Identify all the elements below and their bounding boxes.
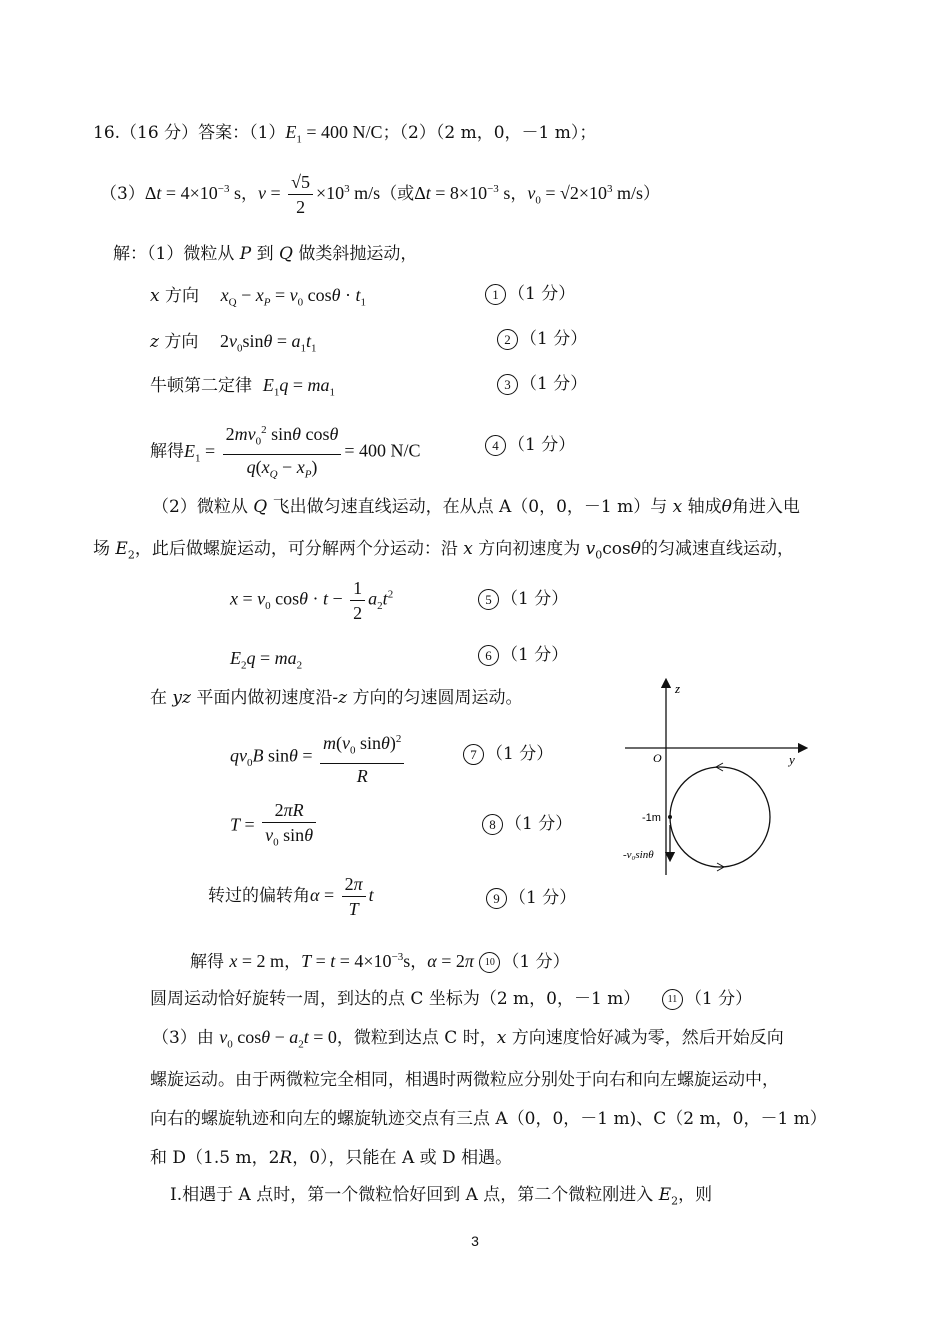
part2-line-1: （2）微粒从 Q 飞出做匀速直线运动，在从点 A（0，0，－1 m）与 x 轴成θ角进入电 xyxy=(152,497,800,517)
y-label: y xyxy=(789,752,795,767)
page-number: 3 xyxy=(471,1233,479,1249)
velocity-label: -v₀sinθ xyxy=(623,849,654,861)
eq7-row: $qv_0B$ sinθ = $\frac{m(v_0 \sin\theta)^2}{R}$ xyxy=(230,727,407,788)
eq4-row: 解得$E_1$ = $\frac{2mv_0^2 \sin\theta \cos\theta}{q(x_Q - x_P)}$ = 400 N/C xyxy=(150,418,421,486)
answer-line-1: 16.（16 分）答案：$(1)E_1 = 400$ N/C；（2）（2 m，0，－1 m）； xyxy=(93,122,597,146)
eq2-row: z 方向 $2v_0\sin\theta = a_1t_1$ xyxy=(150,331,317,355)
minus1m-label: -1m xyxy=(642,812,661,824)
part3-line-2: 螺旋运动。由于两微粒完全相同，相遇时两微粒应分别处于向右和向左螺旋运动中， xyxy=(150,1070,779,1090)
z-label: z xyxy=(675,681,681,696)
tag-1: 1 （1 分） xyxy=(485,282,575,306)
eq1-row: x 方向 $x_Q - x_P = v_0$ $\cos\theta \cdot t_1$ xyxy=(150,285,366,309)
eq9-row: 转过的偏转角α = $\frac{2\pi}{T}$ t xyxy=(208,874,374,919)
part3-line-3: 向右的螺旋轨迹和向左的螺旋轨迹交点有三点 A（0，0，－1 m)、C（2 m，0，－1 m） xyxy=(150,1109,827,1129)
eq8-row: T = $\frac{2\pi R}{v_0 \sin\theta}$ xyxy=(230,798,319,855)
eq5-row: $x = v_0$ cosθ · t − $\frac{1}{2}$ $a_2t^2$ xyxy=(230,578,394,623)
answer-line-2: $(3)\Delta t = 4\times 10^{-3}$ s，v = $\frac{√5}{2}$ $\times 10^3$ m/s（或$\Delta t = 8\times 10^{-3}$ s，$v_0 = √2\times 10^3$ m/s） xyxy=(100,172,661,217)
tag-2: 2 （1 分） xyxy=(497,327,587,351)
circle-line: 圆周运动恰好旋转一周，到达的点 C 坐标为（2 m，0，－1 m） 11 （1 分） xyxy=(150,989,753,1009)
point-minus1m xyxy=(668,815,672,819)
part3-line-4: 和 D（1.5 m，2R，0），只能在 A 或 D 相遇。 xyxy=(150,1148,513,1168)
eq6-row: $E_2q = ma_2$ xyxy=(230,648,303,672)
yz-line: 在 yz 平面内做初速度沿-z 方向的匀速圆周运动。 xyxy=(150,688,523,708)
tag-4: 4 （1 分） xyxy=(485,433,575,457)
tag-7: 7 （1 分） xyxy=(463,742,553,766)
part3-line-1: （3）由 $v_0$ $\cos\theta - a_2t = 0$，微粒到达点 C 时，x 方向速度恰好减为零，然后开始反向 xyxy=(152,1027,784,1051)
trajectory-circle xyxy=(670,767,770,867)
yz-circle-figure xyxy=(615,675,815,880)
eq10-row: 解得 x = 2 m，$T = t = 4\times 10^{-3}s$，α = 2π 10 （1 分） xyxy=(190,951,570,972)
o-label: O xyxy=(653,751,662,765)
part3-line-5: I.相遇于 A 点时，第一个微粒恰好回到 A 点，第二个微粒刚进入 $E_2$，则 xyxy=(170,1185,713,1208)
tag-9: 9 （1 分） xyxy=(486,886,576,910)
tag-8: 8 （1 分） xyxy=(482,812,572,836)
tag-6: 6 （1 分） xyxy=(478,643,568,667)
tag-5: 5 （1 分） xyxy=(478,587,568,611)
tag-3: 3 （1 分） xyxy=(497,372,587,396)
part2-line-2: 场 $E_2$，此后做螺旋运动，可分解两个分运动：沿 x 方向初速度为 $v_0\cos\theta$的匀减速直线运动， xyxy=(93,539,794,562)
eq3-row: 牛顿第二定律 $E_1q = ma_1$ xyxy=(150,375,335,399)
solution-intro: 解：（1）微粒从 P 到 Q 做类斜抛运动， xyxy=(113,244,418,264)
